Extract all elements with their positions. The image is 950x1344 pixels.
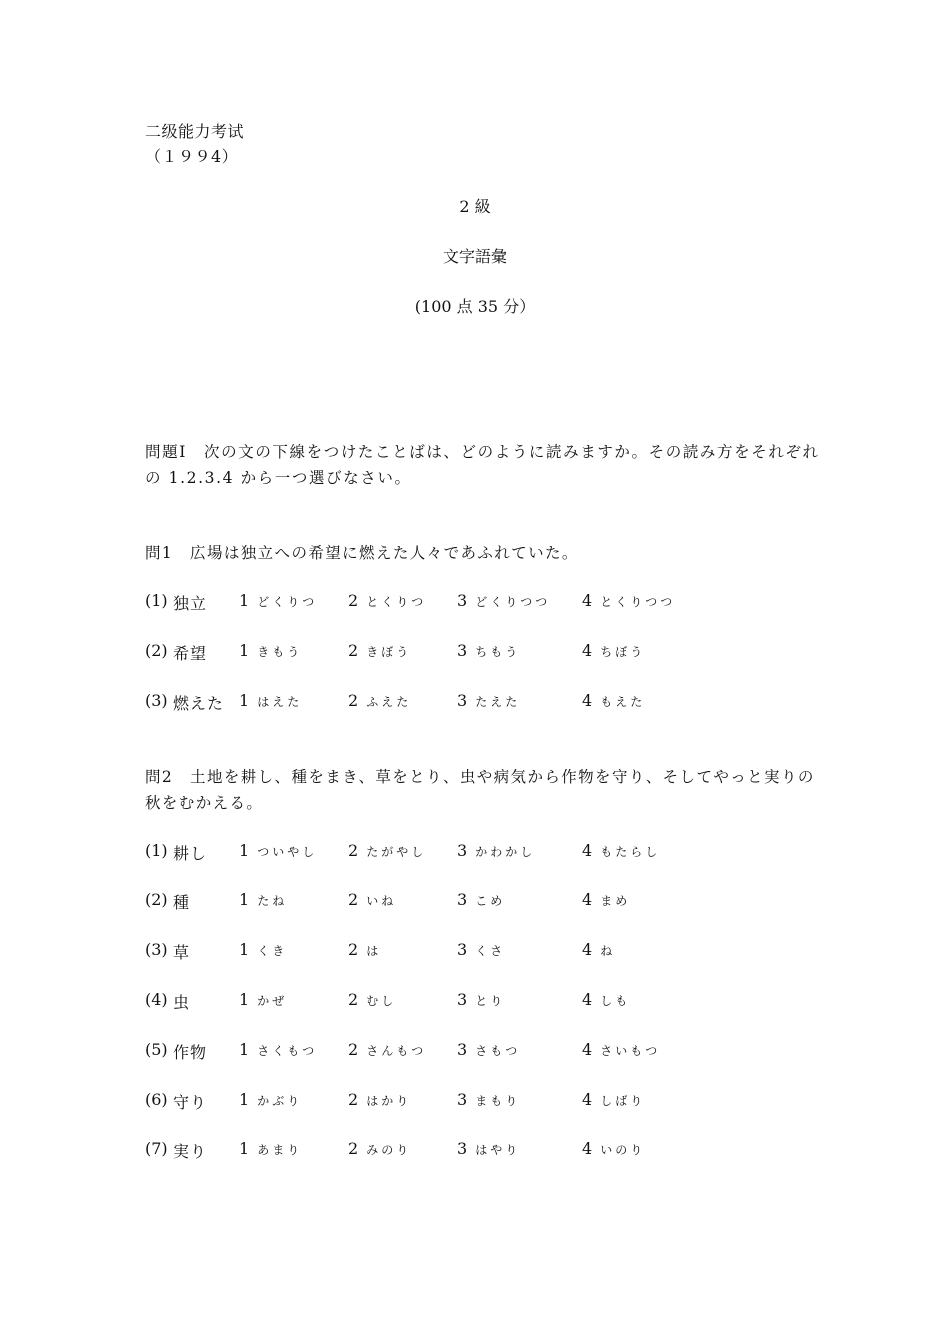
item-word: 希望	[173, 644, 208, 663]
item-number: (1)	[145, 841, 168, 860]
item-word: 耕し	[173, 844, 208, 863]
answer-option[interactable]: 1 かぶり	[239, 1090, 303, 1109]
question-item	[145, 1139, 845, 1161]
item-number: (3)	[145, 691, 168, 710]
item-number: (2)	[145, 641, 168, 660]
question-item	[145, 990, 845, 1012]
answer-option[interactable]: 3 とり	[457, 990, 506, 1009]
answer-option[interactable]: 3 ちもう	[457, 641, 521, 660]
question-item	[145, 591, 845, 613]
answer-option[interactable]: 4 しばり	[582, 1090, 646, 1109]
question-item	[145, 641, 845, 663]
item-word: 作物	[173, 1043, 208, 1062]
answer-option[interactable]: 1 どくりつ	[239, 591, 318, 610]
answer-option[interactable]: 2 たがやし	[348, 841, 427, 860]
question-1: 問1 広場は独立への希望に燃えた人々であふれていた。	[145, 544, 579, 562]
subject-heading: 文字語彙	[442, 247, 507, 266]
item-number: (3)	[145, 940, 168, 959]
question-item	[145, 691, 845, 713]
item-number: (4)	[145, 990, 168, 1009]
item-number: (2)	[145, 890, 168, 909]
answer-option[interactable]: 2 さんもつ	[348, 1040, 427, 1059]
answer-option[interactable]: 4 とくりつつ	[582, 591, 676, 610]
answer-option[interactable]: 3 まもり	[457, 1090, 521, 1109]
answer-option[interactable]: 4 ね	[582, 940, 616, 959]
item-word: 守り	[173, 1093, 208, 1112]
item-word: 燃えた	[173, 694, 225, 713]
question-2: 問2 土地を耕し、種をまき、草をとり、虫や病気から作物を守り、そしてやっと実りの	[145, 768, 815, 786]
question-item	[145, 1090, 845, 1112]
answer-option[interactable]: 1 あまり	[239, 1139, 303, 1158]
question-item	[145, 940, 845, 962]
item-number: (5)	[145, 1040, 168, 1059]
answer-option[interactable]: 1 くき	[239, 940, 288, 959]
answer-option[interactable]: 4 もえた	[582, 691, 646, 710]
question-item	[145, 890, 845, 912]
item-word: 虫	[173, 993, 191, 1012]
answer-option[interactable]: 2 いね	[348, 890, 397, 909]
answer-option[interactable]: 2 とくりつ	[348, 591, 427, 610]
header-title: 二级能力考试	[145, 122, 245, 141]
instruction-line-1: 問題Ⅰ 次の文の下線をつけたことばは、どのように読みますか。その読み方をそれぞれ	[145, 443, 820, 461]
answer-option[interactable]: 1 さくもつ	[239, 1040, 318, 1059]
item-word: 種	[173, 893, 191, 912]
score-time: (100 点 35 分）	[414, 297, 536, 316]
answer-option[interactable]: 3 かわかし	[457, 841, 536, 860]
answer-option[interactable]: 1 きもう	[239, 641, 303, 660]
answer-option[interactable]: 3 たえた	[457, 691, 521, 710]
answer-option[interactable]: 1 たね	[239, 890, 288, 909]
item-number: (1)	[145, 591, 168, 610]
level-heading: 2 級	[459, 197, 491, 216]
item-word: 実り	[173, 1142, 208, 1161]
answer-option[interactable]: 4 さいもつ	[582, 1040, 661, 1059]
answer-option[interactable]: 2 は	[348, 940, 382, 959]
answer-option[interactable]: 2 はかり	[348, 1090, 412, 1109]
answer-option[interactable]: 1 かぜ	[239, 990, 288, 1009]
answer-option[interactable]: 2 ふえた	[348, 691, 412, 710]
answer-option[interactable]: 3 どくりつつ	[457, 591, 551, 610]
answer-option[interactable]: 4 まめ	[582, 890, 631, 909]
answer-option[interactable]: 2 みのり	[348, 1139, 412, 1158]
answer-option[interactable]: 3 こめ	[457, 890, 506, 909]
item-number: (7)	[145, 1139, 168, 1158]
question-2-continued: 秋をむかえる。	[145, 794, 264, 812]
instruction-line-2: の 1.2.3.4 から一つ選びなさい。	[145, 469, 412, 487]
item-number: (6)	[145, 1090, 168, 1109]
answer-option[interactable]: 3 くさ	[457, 940, 506, 959]
answer-option[interactable]: 4 いのり	[582, 1139, 646, 1158]
item-word: 草	[173, 943, 191, 962]
answer-option[interactable]: 1 ついやし	[239, 841, 318, 860]
answer-option[interactable]: 4 もたらし	[582, 841, 661, 860]
answer-option[interactable]: 2 きぼう	[348, 641, 412, 660]
answer-option[interactable]: 4 しも	[582, 990, 631, 1009]
item-word: 独立	[173, 594, 208, 613]
answer-option[interactable]: 1 はえた	[239, 691, 303, 710]
question-item	[145, 841, 845, 863]
answer-option[interactable]: 4 ちぼう	[582, 641, 646, 660]
question-item	[145, 1040, 845, 1062]
answer-option[interactable]: 2 むし	[348, 990, 397, 1009]
answer-option[interactable]: 3 はやり	[457, 1139, 521, 1158]
answer-option[interactable]: 3 さもつ	[457, 1040, 521, 1059]
header-year: （１９９4）	[145, 147, 239, 166]
